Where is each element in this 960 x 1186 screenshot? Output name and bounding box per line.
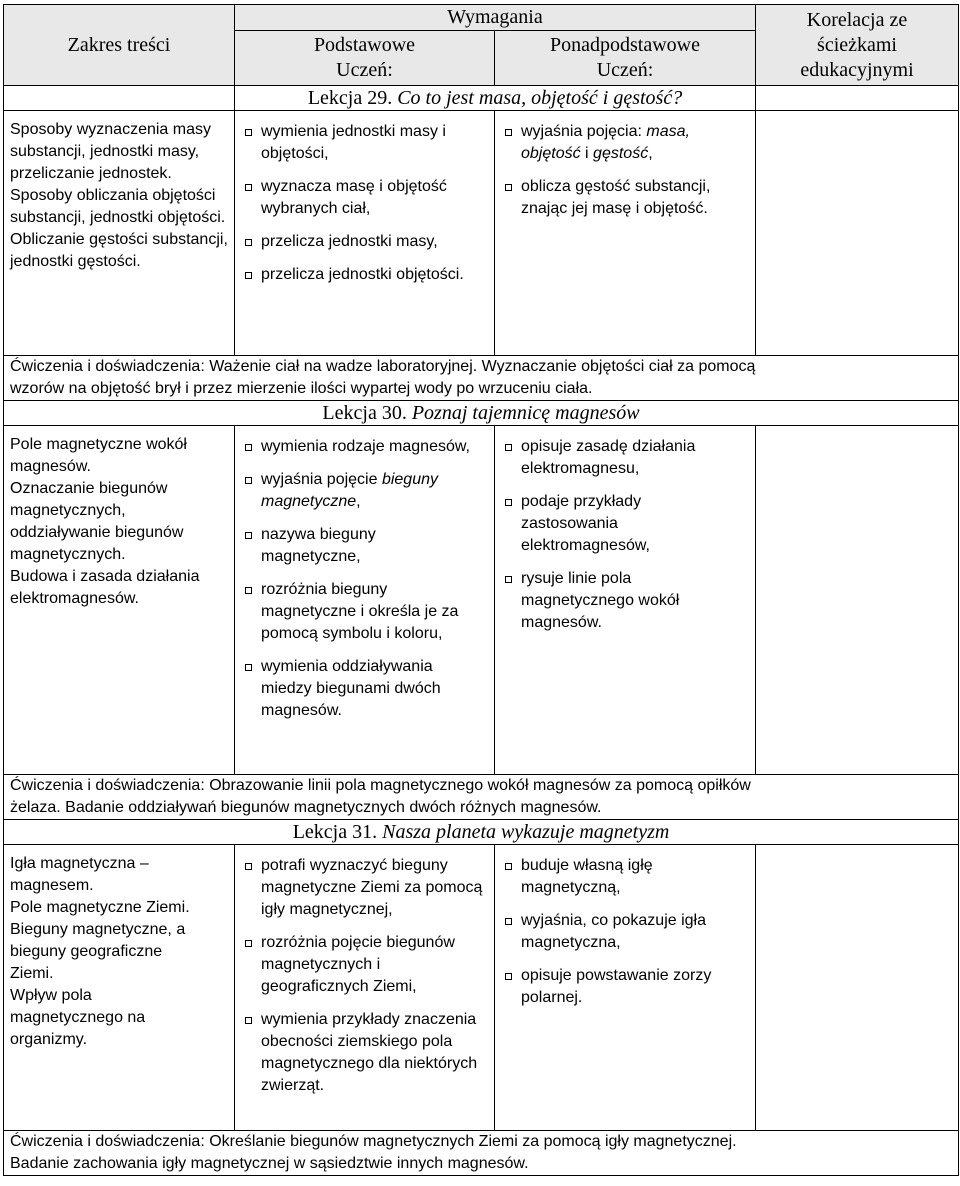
basic-requirements-list (241, 855, 490, 1097)
scope-item: Budowa i zasada działania elektromagnesów. (10, 568, 200, 607)
advanced-requirements-cell (495, 111, 756, 356)
header-scope: Zakres treści (4, 5, 235, 86)
requirement-text: wyjaśnia pojęcia: (521, 123, 647, 140)
advanced-requirements-list (501, 436, 715, 634)
header-advanced (495, 31, 756, 86)
lesson-title (4, 401, 959, 426)
exercises-row (4, 1131, 959, 1176)
scope-item: Pole magnetyczne wokół magnesów. (10, 436, 187, 475)
requirement-item: wymienia oddziaływania miedzy biegunami dwóch magnesów. (241, 656, 476, 722)
requirement-item: nazywa bieguny magnetyczne, (241, 524, 476, 568)
lesson-number: Lekcja 30. (322, 402, 407, 424)
requirement-text: , (648, 145, 653, 162)
lesson-number: Lekcja 31. (292, 821, 378, 843)
advanced-requirements-cell (495, 845, 756, 1131)
lesson-topic: Co to jest masa, objętość i gęstość? (397, 87, 683, 109)
lesson-title-spacer (4, 86, 235, 111)
header-correlation: Korelacja ze ścieżkami edukacyjnymi (756, 5, 959, 86)
requirement-item (501, 121, 751, 165)
header-row-top (4, 5, 959, 31)
lesson-topic: Poznaj tajemnicę magnesów (411, 402, 640, 424)
scope-item: Sposoby obliczania objętości substancji, jednostki objętości. (10, 187, 226, 226)
scope-item: Igła magnetyczna – magnesem. (10, 855, 149, 894)
requirement-item: wyjaśnia, co pokazuje igła magnetyczna, (501, 910, 751, 954)
exercises-line: Badanie zachowania igły magnetycznej w sąsiedztwie innych magnesów. (10, 1155, 529, 1172)
requirement-term: bieguny magnetyczne (261, 471, 438, 510)
lesson-content-row (4, 111, 959, 356)
requirement-item: potrafi wyznaczyć bieguny magnetyczne Ziemi za pomocą igły magnetycznej, (241, 855, 490, 921)
requirement-item: wymienia rodzaje magnesów, (241, 436, 476, 458)
basic-requirements-cell (235, 111, 495, 356)
scope-item: Wpływ pola magnetycznego na organizmy. (10, 987, 146, 1048)
lesson-content-row (4, 426, 959, 775)
exercises-line: Ćwiczenia i doświadczenia: Obrazowanie linii pola magnetycznego wokół magnesów za pomocą opiłków (10, 777, 751, 794)
exercises-line: żelaza. Badanie oddziaływań biegunów magnetycznych dwóch różnych magnesów. (10, 799, 602, 816)
requirement-item (241, 469, 476, 513)
advanced-requirements-cell (495, 426, 756, 775)
advanced-requirements-list (501, 855, 751, 1009)
requirement-item: rysuje linie pola magnetycznego wokół magnesów. (501, 568, 715, 634)
requirement-item: przelicza jednostki objętości. (241, 264, 490, 286)
scope-item: Oznaczanie biegunów magnetycznych, oddziaływanie biegunów magnetycznych. (10, 480, 184, 563)
lesson-title (4, 820, 959, 845)
lesson-title-row (4, 86, 959, 111)
exercises-line: wzorów na objętość brył i przez mierzenie ilości wypartej wody po wrzuceniu ciała. (10, 380, 593, 397)
requirement-item: rozróżnia pojęcie biegunów magnetycznych i geograficznych Ziemi, (241, 932, 490, 998)
scope-cell (4, 845, 235, 1131)
requirement-term: masa, objętość (521, 123, 690, 162)
requirement-text: wyjaśnia pojęcie (261, 471, 382, 488)
lesson-title-spacer (756, 86, 959, 111)
exercises-line: Ćwiczenia i doświadczenia: Określanie biegunów magnetycznych Ziemi za pomocą igły magnetycznej. (10, 1133, 737, 1150)
lesson-title-row (4, 820, 959, 845)
requirement-item: opisuje powstawanie zorzy polarnej. (501, 965, 751, 1009)
exercises-cell (4, 1131, 959, 1176)
header-basic-label: Podstawowe (313, 34, 416, 56)
basic-requirements-list (241, 436, 476, 722)
correlation-cell (756, 845, 959, 1131)
exercises-line: Ćwiczenia i doświadczenia: Ważenie ciał na wadze laboratoryjnej. Wyznaczanie objętości ciał za pomocą (10, 358, 756, 375)
header-advanced-student: Uczeń: (596, 59, 654, 81)
requirement-item: wymienia jednostki masy i objętości, (241, 121, 490, 165)
lesson-title (235, 86, 756, 111)
exercises-row (4, 356, 959, 401)
requirement-item: opisuje zasadę działania elektromagnesu, (501, 436, 715, 480)
header-requirements: Wymagania (235, 5, 756, 31)
requirement-text: i (580, 145, 594, 162)
requirement-item: wymienia przykłady znaczenia obecności ziemskiego pola magnetycznego dla niektórych zwierząt. (241, 1009, 490, 1097)
exercises-cell (4, 775, 959, 820)
advanced-requirements-list (501, 121, 751, 220)
lesson-number: Lekcja 29. (307, 87, 393, 109)
exercises-cell (4, 356, 959, 401)
requirement-text: , (356, 493, 361, 510)
lesson-topic: Nasza planeta wykazuje magnetyzm (382, 821, 670, 843)
requirement-item: oblicza gęstość substancji, znając jej masę i objętość. (501, 176, 751, 220)
header-advanced-label: Ponadpodstawowe (550, 34, 700, 56)
basic-requirements-cell (235, 426, 495, 775)
scope-item: Obliczanie gęstości substancji, jednostki gęstości. (10, 231, 228, 270)
requirement-item: rozróżnia bieguny magnetyczne i określa je za pomocą symbolu i koloru, (241, 579, 476, 645)
exercises-row (4, 775, 959, 820)
basic-requirements-list (241, 121, 490, 286)
curriculum-table (3, 4, 959, 1176)
header-basic (235, 31, 495, 86)
scope-item: Pole magnetyczne Ziemi. (10, 899, 190, 916)
header-basic-student: Uczeń: (336, 59, 393, 81)
scope-cell (4, 426, 235, 775)
scope-item: Sposoby wyznaczenia masy substancji, jednostki masy, przeliczanie jednostek. (10, 121, 211, 182)
requirement-item: buduje własną igłę magnetyczną, (501, 855, 751, 899)
scope-cell (4, 111, 235, 356)
correlation-cell (756, 111, 959, 356)
scope-item: Bieguny magnetyczne, a bieguny geograficzne Ziemi. (10, 921, 186, 982)
correlation-cell (756, 426, 959, 775)
requirement-term: gęstość (593, 145, 649, 162)
lesson-title-row (4, 401, 959, 426)
requirement-item: przelicza jednostki masy, (241, 231, 490, 253)
requirement-item: wyznacza masę i objętość wybranych ciał, (241, 176, 490, 220)
basic-requirements-cell (235, 845, 495, 1131)
lesson-content-row (4, 845, 959, 1131)
requirement-item: podaje przykłady zastosowania elektromagnesów, (501, 491, 715, 557)
